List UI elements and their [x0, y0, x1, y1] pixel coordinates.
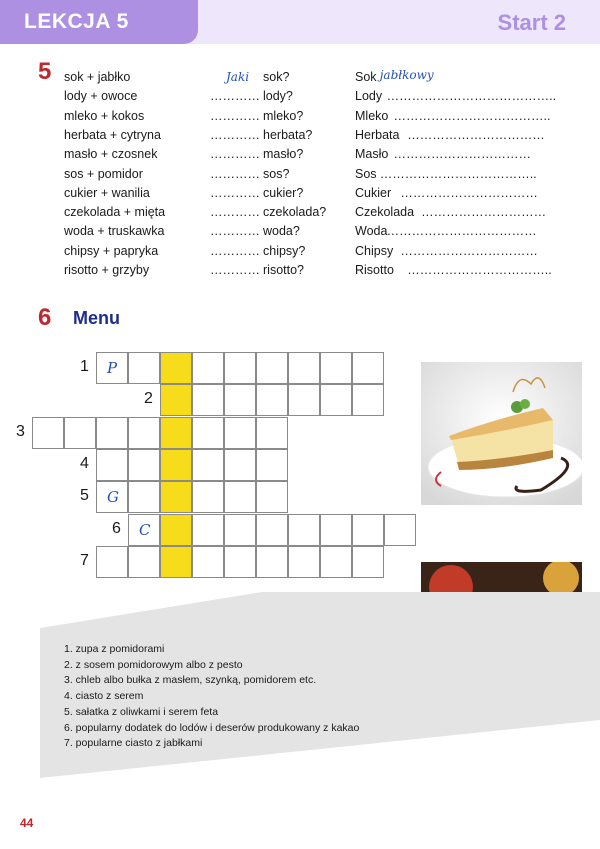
crossword-cell[interactable] — [320, 514, 352, 546]
lesson-title: LEKCJA 5 — [24, 10, 129, 33]
crossword-cell[interactable] — [160, 384, 192, 416]
crossword-cell[interactable] — [224, 481, 256, 513]
adjective-blank: ………… — [210, 108, 260, 123]
page-number: 44 — [20, 816, 34, 830]
crossword-cell[interactable] — [192, 546, 224, 578]
crossword-cell[interactable] — [128, 481, 160, 513]
crossword-given-letter: G — [107, 488, 119, 507]
answer-field[interactable]: ………………………………….. — [386, 89, 557, 104]
crossword-cell[interactable] — [320, 384, 352, 416]
crossword-cell[interactable] — [288, 514, 320, 546]
crossword-cell[interactable] — [160, 352, 192, 384]
crossword-given-letter: C — [139, 520, 151, 539]
crossword-cell[interactable] — [352, 546, 384, 578]
answer-field[interactable]: ……………………………….. — [393, 108, 551, 123]
question-noun: risotto? — [263, 263, 304, 277]
adjective-blank: ………… — [210, 243, 260, 258]
ingredient-combo: risotto + grzyby — [64, 263, 150, 277]
adjective-blank: ………… — [210, 185, 260, 200]
exercise-5-number: 5 — [38, 58, 52, 85]
answer-field[interactable]: jabłkowy — [379, 68, 434, 82]
ingredient-combo: lody + owoce — [64, 89, 138, 104]
clue-item: 3. chleb albo bułka z masłem, szynką, pomidorem etc. — [64, 674, 317, 687]
crossword-cell[interactable] — [224, 352, 256, 384]
ingredient-combo: chipsy + papryka — [64, 243, 159, 258]
ingredient-combo: woda + truskawka — [64, 224, 165, 239]
answer-field[interactable]: …………………………… — [400, 185, 538, 200]
answer-noun: Mleko — [355, 108, 389, 123]
question-noun: chipsy? — [263, 243, 306, 258]
lesson-tab — [0, 0, 198, 44]
crossword-cell[interactable] — [160, 417, 192, 449]
crossword-cell[interactable] — [96, 417, 128, 449]
question-noun: sok? — [263, 70, 290, 84]
question-noun: woda? — [263, 224, 300, 239]
answer-noun: Sos — [355, 166, 377, 181]
crossword-cell[interactable] — [192, 417, 224, 449]
crossword-row-number: 4 — [80, 454, 89, 472]
question-noun: czekolada? — [263, 205, 327, 220]
adjective-blank: ………… — [210, 224, 260, 239]
crossword-cell[interactable] — [224, 417, 256, 449]
answer-noun: Sok — [355, 70, 377, 84]
crossword-cell[interactable] — [320, 546, 352, 578]
lesson-header — [0, 0, 600, 44]
clue-item: 7. popularne ciasto z jabłkami — [64, 737, 203, 750]
question-noun: herbata? — [263, 127, 313, 142]
adjective-blank: ………… — [210, 147, 260, 162]
crossword-cell[interactable] — [384, 514, 416, 546]
crossword-cell[interactable] — [256, 352, 288, 384]
crossword-row-number: 5 — [80, 487, 89, 505]
crossword-cell[interactable] — [160, 449, 192, 481]
crossword-cell[interactable] — [128, 546, 160, 578]
answer-field[interactable]: ……………………………… — [386, 224, 537, 239]
answer-noun: Masło — [355, 147, 389, 162]
adjective-blank: ………… — [210, 205, 260, 220]
crossword-cell[interactable] — [256, 514, 288, 546]
adjective-blank: ………… — [210, 263, 260, 277]
ingredient-combo: sos + pomidor — [64, 166, 143, 181]
crossword-cell[interactable] — [256, 384, 288, 416]
answer-field[interactable]: …………………………… — [393, 147, 531, 162]
answer-field[interactable]: ………………………… — [421, 205, 547, 220]
crossword-cell[interactable] — [224, 384, 256, 416]
answer-field[interactable]: …………………………… — [407, 127, 545, 142]
crossword-row-number: 2 — [144, 390, 153, 408]
crossword-cell[interactable] — [160, 546, 192, 578]
adjective-blank: ………… — [210, 166, 260, 181]
crossword-cell[interactable] — [128, 417, 160, 449]
crossword-cell[interactable] — [288, 384, 320, 416]
question-noun: masło? — [263, 147, 304, 162]
answer-noun: Czekolada — [355, 205, 415, 220]
crossword-cell[interactable] — [352, 352, 384, 384]
answer-noun: Herbata — [355, 127, 400, 142]
crossword-given-letter: P — [107, 359, 118, 377]
crossword-cell[interactable] — [96, 546, 128, 578]
clue-list — [64, 642, 359, 752]
crossword-cell[interactable] — [128, 352, 160, 384]
crossword-row-number: 1 — [80, 358, 89, 375]
crossword-cell[interactable] — [128, 449, 160, 481]
crossword-cell[interactable] — [32, 417, 64, 449]
crossword-row-number: 6 — [112, 519, 121, 537]
crossword-cell[interactable] — [352, 384, 384, 416]
ingredient-combo: masło + czosnek — [64, 147, 158, 162]
answer-noun: Risotto — [355, 263, 394, 277]
clue-item: 2. z sosem pomidorowym albo z pesto — [64, 658, 243, 671]
clue-item: 6. popularny dodatek do lodów i deserów produkowany z kakao — [64, 721, 360, 734]
crossword-cell[interactable] — [224, 546, 256, 578]
answer-field[interactable]: ……………………………….. — [379, 166, 537, 181]
crossword-cell[interactable] — [224, 449, 256, 481]
answer-field[interactable]: …………………………… — [400, 243, 538, 258]
crossword-cell[interactable] — [64, 417, 96, 449]
crossword-cell[interactable] — [96, 449, 128, 481]
crossword-cell[interactable] — [256, 481, 288, 513]
answer-noun: Woda — [355, 224, 388, 239]
crossword-cell[interactable] — [160, 481, 192, 513]
ingredient-combo: czekolada + mięta — [64, 205, 166, 220]
crossword-cell[interactable] — [352, 514, 384, 546]
crossword-cell[interactable] — [288, 352, 320, 384]
exercise-6-number: 6 — [38, 304, 52, 331]
ingredient-combo: sok + jabłko — [64, 70, 131, 84]
adjective-blank: ………… — [210, 127, 260, 142]
crossword-cell[interactable] — [256, 449, 288, 481]
section-title: Start 2 — [497, 10, 566, 35]
question-noun: sos? — [263, 166, 290, 181]
clue-item: 4. ciasto z serem — [64, 690, 144, 703]
crossword-cell[interactable] — [320, 352, 352, 384]
ingredient-combo: mleko + kokos — [64, 108, 145, 123]
adjective-blank: ………… — [210, 89, 260, 104]
clue-item: 5. sałatka z oliwkami i serem feta — [64, 705, 219, 718]
crossword-cell[interactable] — [192, 352, 224, 384]
crossword-row-number: 7 — [80, 551, 89, 569]
crossword-cell[interactable] — [256, 417, 288, 449]
ingredient-combo: cukier + wanilia — [64, 185, 150, 200]
crossword-row-number: 3 — [16, 422, 25, 440]
crossword-cell[interactable] — [256, 546, 288, 578]
adjective-blank: Jaki — [226, 70, 250, 84]
crossword-cell[interactable] — [224, 514, 256, 546]
ingredient-combo: herbata + cytryna — [64, 127, 161, 142]
question-noun: lody? — [263, 89, 293, 104]
crossword-cell[interactable] — [192, 384, 224, 416]
crossword-cell[interactable] — [192, 514, 224, 546]
crossword-cell[interactable] — [192, 449, 224, 481]
answer-noun: Chipsy — [355, 243, 394, 258]
question-noun: mleko? — [263, 108, 304, 123]
crossword-cell[interactable] — [160, 514, 192, 546]
answer-noun: Lody — [355, 89, 383, 104]
answer-field[interactable]: …………………………….. — [407, 263, 552, 277]
question-noun: cukier? — [263, 185, 304, 200]
exercise-6-title: Menu — [73, 308, 120, 328]
answer-noun: Cukier — [355, 185, 392, 200]
crossword-cell[interactable] — [288, 546, 320, 578]
crossword-cell[interactable] — [192, 481, 224, 513]
clue-item: 1. zupa z pomidorami — [64, 643, 165, 655]
cheesecake-photo — [421, 362, 582, 505]
